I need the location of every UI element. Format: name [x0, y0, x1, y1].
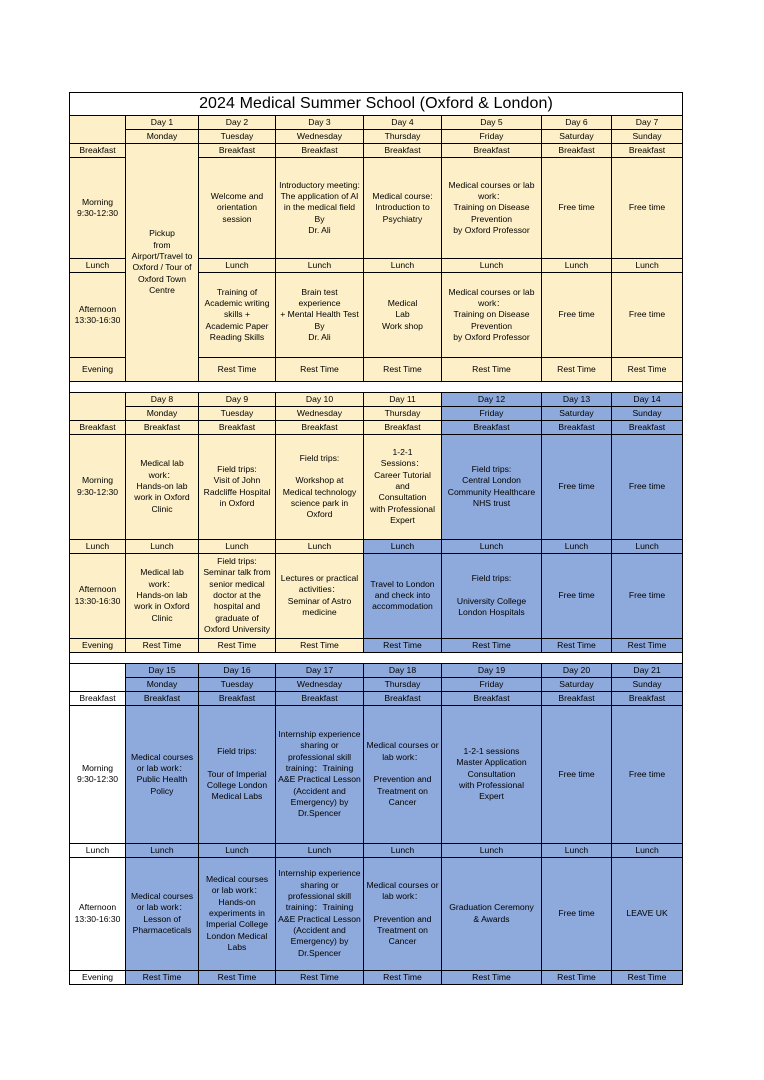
afternoon-cell: Medical courses or lab work： Training on Disease Prevention by Oxford Professor: [442, 273, 542, 358]
lunch-cell: Lunch: [364, 539, 442, 553]
day-header: Day 9: [199, 392, 276, 406]
day-header: Day 17: [276, 663, 364, 677]
week-separator: [70, 652, 683, 663]
week2-corner: [70, 392, 126, 420]
day-header: Day 5: [442, 116, 542, 130]
week1-corner: [70, 116, 126, 144]
day-header: Day 8: [126, 392, 199, 406]
breakfast-cell: Breakfast: [612, 144, 683, 158]
weekday-header: Saturday: [542, 130, 612, 144]
breakfast-cell: Breakfast: [442, 420, 542, 434]
breakfast-label: Breakfast: [70, 691, 126, 705]
week3-afternoon-row: [70, 857, 683, 970]
evening-cell: Rest Time: [276, 638, 364, 652]
week1-weekday-row: [70, 130, 683, 144]
weekday-header: Sunday: [612, 406, 683, 420]
lunch-cell: Lunch: [542, 539, 612, 553]
afternoon-cell: Field trips: University College London Hospitals: [442, 553, 542, 638]
week2-morning-row: [70, 434, 683, 539]
lunch-cell: Lunch: [442, 259, 542, 273]
morning-cell: Internship experience sharing or professional skill training：Training A&E Practical Lesson (Accident and Emergency) by Dr.Spencer: [276, 705, 364, 843]
lunch-cell: Lunch: [276, 539, 364, 553]
weekday-header: Friday: [442, 677, 542, 691]
lunch-cell: Lunch: [126, 539, 199, 553]
weekday-header: Monday: [126, 677, 199, 691]
week2-day-row: [70, 392, 683, 406]
breakfast-cell: Breakfast: [542, 144, 612, 158]
morning-cell: Medical lab work： Hands-on lab work in Oxford Clinic: [126, 434, 199, 539]
afternoon-cell: Free time: [542, 857, 612, 970]
afternoon-cell: Medical lab work： Hands-on lab work in Oxford Clinic: [126, 553, 199, 638]
day-header: Day 4: [364, 116, 442, 130]
lunch-cell: Lunch: [612, 259, 683, 273]
breakfast-cell: Breakfast: [126, 691, 199, 705]
weekday-header: Thursday: [364, 406, 442, 420]
afternoon-cell: Free time: [612, 273, 683, 358]
day-header: Day 11: [364, 392, 442, 406]
evening-cell: Rest Time: [199, 638, 276, 652]
breakfast-cell: Breakfast: [199, 144, 276, 158]
weekday-header: Saturday: [542, 406, 612, 420]
lunch-cell: Lunch: [542, 259, 612, 273]
week3-day-row: [70, 663, 683, 677]
lunch-label: Lunch: [70, 843, 126, 857]
breakfast-cell: Breakfast: [442, 691, 542, 705]
afternoon-cell: Free time: [542, 273, 612, 358]
weekday-header: Sunday: [612, 130, 683, 144]
afternoon-cell: Field trips: Seminar talk from senior medical doctor at the hospital and graduate of Oxford University: [199, 553, 276, 638]
breakfast-cell: Breakfast: [612, 420, 683, 434]
evening-cell: Rest Time: [442, 638, 542, 652]
breakfast-cell: Breakfast: [276, 691, 364, 705]
breakfast-cell: Breakfast: [364, 420, 442, 434]
breakfast-cell: Breakfast: [199, 691, 276, 705]
afternoon-cell: Medical courses or lab work： Prevention and Treatment on Cancer: [364, 857, 442, 970]
week2-afternoon-row: [70, 553, 683, 638]
afternoon-cell: Medical Lab Work shop: [364, 273, 442, 358]
lunch-label: Lunch: [70, 259, 126, 273]
morning-cell: Free time: [612, 434, 683, 539]
morning-cell: Free time: [612, 705, 683, 843]
afternoon-cell: Free time: [612, 553, 683, 638]
breakfast-label: Breakfast: [70, 420, 126, 434]
lunch-cell: Lunch: [442, 843, 542, 857]
day-header: Day 15: [126, 663, 199, 677]
morning-label: Morning 9:30-12:30: [70, 434, 126, 539]
morning-cell: Field trips: Visit of John Radcliffe Hospital in Oxford: [199, 434, 276, 539]
evening-cell: Rest Time: [442, 970, 542, 984]
weekday-header: Tuesday: [199, 677, 276, 691]
weekday-header: Friday: [442, 130, 542, 144]
breakfast-cell: Breakfast: [364, 691, 442, 705]
breakfast-cell: Breakfast: [364, 144, 442, 158]
lunch-label: Lunch: [70, 539, 126, 553]
afternoon-cell: Medical courses or lab work： Hands-on experiments in Imperial College London Medical Labs: [199, 857, 276, 970]
afternoon-cell: Internship experience sharing or professional skill training：Training A&E Practical Lesson (Accident and Emergency) by Dr.Spencer: [276, 857, 364, 970]
lunch-cell: Lunch: [199, 843, 276, 857]
breakfast-cell: Breakfast: [612, 691, 683, 705]
lunch-cell: Lunch: [364, 843, 442, 857]
breakfast-cell: Breakfast: [542, 691, 612, 705]
morning-cell: Field trips: Central London Community Healthcare NHS trust: [442, 434, 542, 539]
afternoon-cell: Travel to London and check into accommodation: [364, 553, 442, 638]
day-header: Day 20: [542, 663, 612, 677]
lunch-cell: Lunch: [199, 259, 276, 273]
morning-cell: Welcome and orientation session: [199, 158, 276, 259]
breakfast-cell: Breakfast: [442, 144, 542, 158]
day-header: Day 6: [542, 116, 612, 130]
afternoon-cell: Graduation Ceremony & Awards: [442, 857, 542, 970]
lunch-cell: Lunch: [442, 539, 542, 553]
evening-label: Evening: [70, 970, 126, 984]
morning-cell: Free time: [612, 158, 683, 259]
weekday-header: Thursday: [364, 130, 442, 144]
lunch-cell: Lunch: [276, 843, 364, 857]
day-header: Day 10: [276, 392, 364, 406]
morning-cell: Free time: [542, 434, 612, 539]
day-header: Day 3: [276, 116, 364, 130]
morning-label: Morning 9:30-12:30: [70, 705, 126, 843]
afternoon-cell: Lectures or practical activities： Seminar of Astro medicine: [276, 553, 364, 638]
evening-cell: Rest Time: [126, 970, 199, 984]
morning-cell: Field trips: Tour of Imperial College London Medical Labs: [199, 705, 276, 843]
day-header: Day 12: [442, 392, 542, 406]
weekday-header: Monday: [126, 406, 199, 420]
evening-cell: Rest Time: [364, 358, 442, 382]
day-header: Day 13: [542, 392, 612, 406]
morning-cell: Medical courses or lab work： Prevention and Treatment on Cancer: [364, 705, 442, 843]
week3-corner: [70, 663, 126, 691]
evening-cell: Rest Time: [442, 358, 542, 382]
week3-lunch-row: [70, 843, 683, 857]
lunch-cell: Lunch: [612, 843, 683, 857]
week1-day-row: [70, 116, 683, 130]
evening-cell: Rest Time: [364, 638, 442, 652]
morning-cell: Free time: [542, 705, 612, 843]
morning-cell: Medical courses or lab work： Public Health Policy: [126, 705, 199, 843]
week3-weekday-row: [70, 677, 683, 691]
day-header: Day 2: [199, 116, 276, 130]
afternoon-cell: Medical courses or lab work： Lesson of Pharmaceticals: [126, 857, 199, 970]
page-title: 2024 Medical Summer School (Oxford & London): [70, 93, 683, 116]
morning-cell: Medical course: Introduction to Psychiatry: [364, 158, 442, 259]
breakfast-label: Breakfast: [70, 144, 126, 158]
evening-cell: Rest Time: [199, 358, 276, 382]
evening-cell: Rest Time: [199, 970, 276, 984]
day-header: Day 16: [199, 663, 276, 677]
day-header: Day 21: [612, 663, 683, 677]
week2-lunch-row: [70, 539, 683, 553]
evening-cell: Rest Time: [612, 970, 683, 984]
day-header: Day 19: [442, 663, 542, 677]
weekday-header: Tuesday: [199, 130, 276, 144]
afternoon-label: Afternoon 13:30-16:30: [70, 857, 126, 970]
breakfast-cell: Breakfast: [542, 420, 612, 434]
weekday-header: Thursday: [364, 677, 442, 691]
lunch-cell: Lunch: [542, 843, 612, 857]
morning-cell: Introductory meeting: The application of AI in the medical field By Dr. Ali: [276, 158, 364, 259]
evening-label: Evening: [70, 358, 126, 382]
evening-label: Evening: [70, 638, 126, 652]
week2-breakfast-row: [70, 420, 683, 434]
week2-evening-row: [70, 638, 683, 652]
afternoon-cell: Free time: [542, 553, 612, 638]
lunch-cell: Lunch: [126, 843, 199, 857]
breakfast-cell: Breakfast: [276, 420, 364, 434]
evening-cell: Rest Time: [542, 638, 612, 652]
evening-cell: Rest Time: [364, 970, 442, 984]
evening-cell: Rest Time: [542, 970, 612, 984]
day-header: Day 7: [612, 116, 683, 130]
morning-cell: Free time: [542, 158, 612, 259]
day1-arrival-cell: Pickup from Airport/Travel to Oxford / Tour of Oxford Town Centre: [126, 144, 199, 382]
weekday-header: Saturday: [542, 677, 612, 691]
weekday-header: Wednesday: [276, 677, 364, 691]
afternoon-cell: LEAVE UK: [612, 857, 683, 970]
breakfast-cell: Breakfast: [276, 144, 364, 158]
morning-label: Morning 9:30-12:30: [70, 158, 126, 259]
evening-cell: Rest Time: [542, 358, 612, 382]
evening-cell: Rest Time: [612, 358, 683, 382]
week1-breakfast-row: [70, 144, 683, 158]
afternoon-label: Afternoon 13:30-16:30: [70, 553, 126, 638]
afternoon-label: Afternoon 13:30-16:30: [70, 273, 126, 358]
day-header: Day 1: [126, 116, 199, 130]
day-header: Day 18: [364, 663, 442, 677]
evening-cell: Rest Time: [126, 638, 199, 652]
morning-cell: Medical courses or lab work： Training on Disease Prevention by Oxford Professor: [442, 158, 542, 259]
week3-morning-row: [70, 705, 683, 843]
weekday-header: Tuesday: [199, 406, 276, 420]
weekday-header: Wednesday: [276, 130, 364, 144]
lunch-cell: Lunch: [364, 259, 442, 273]
weekday-header: Wednesday: [276, 406, 364, 420]
afternoon-cell: Brain test experience + Mental Health Test By Dr. Ali: [276, 273, 364, 358]
week2-weekday-row: [70, 406, 683, 420]
weekday-header: Sunday: [612, 677, 683, 691]
evening-cell: Rest Time: [276, 358, 364, 382]
evening-cell: Rest Time: [276, 970, 364, 984]
lunch-cell: Lunch: [199, 539, 276, 553]
afternoon-cell: Training of Academic writing skills + Academic Paper Reading Skills: [199, 273, 276, 358]
morning-cell: Field trips: Workshop at Medical technology science park in Oxford: [276, 434, 364, 539]
morning-cell: 1-2-1 Sessions： Career Tutorial and Consultation with Professional Expert: [364, 434, 442, 539]
week3-evening-row: [70, 970, 683, 984]
lunch-cell: Lunch: [612, 539, 683, 553]
breakfast-cell: Breakfast: [199, 420, 276, 434]
evening-cell: Rest Time: [612, 638, 683, 652]
week3-breakfast-row: [70, 691, 683, 705]
weekday-header: Monday: [126, 130, 199, 144]
breakfast-cell: Breakfast: [126, 420, 199, 434]
lunch-cell: Lunch: [276, 259, 364, 273]
week-separator: [70, 381, 683, 392]
day-header: Day 14: [612, 392, 683, 406]
morning-cell: 1-2-1 sessions Master Application Consultation with Professional Expert: [442, 705, 542, 843]
weekday-header: Friday: [442, 406, 542, 420]
schedule-table: [69, 92, 683, 985]
